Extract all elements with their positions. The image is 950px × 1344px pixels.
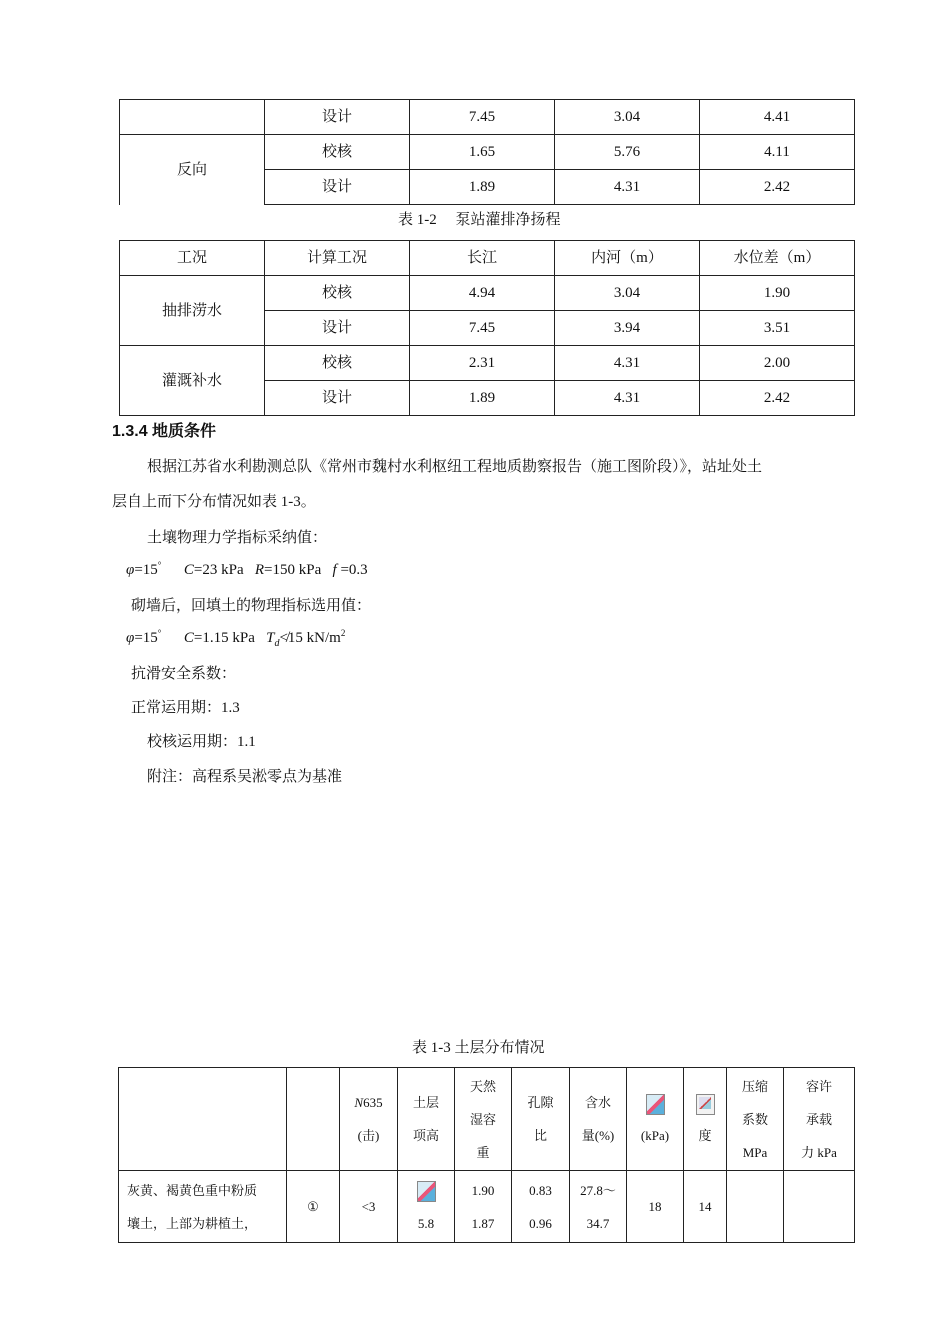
table-cell: 3.94 <box>555 311 700 346</box>
degree: ° <box>157 628 162 638</box>
table-cell <box>120 100 265 135</box>
table-cell: ① <box>287 1171 340 1243</box>
symbol: C <box>183 562 194 578</box>
header-text: 力 kPa <box>801 1144 837 1160</box>
header-text: 重 <box>476 1144 490 1160</box>
table-cell: 设计 <box>265 381 410 416</box>
column-header <box>340 1068 398 1171</box>
paragraph-line: 砌墙后，回填土的物理指标选用值： <box>131 598 372 614</box>
symbol: φ <box>126 630 135 646</box>
cell-text: 1.90 <box>471 1182 495 1198</box>
paragraph-line: 层自上而下分布情况如表 1-3。 <box>112 494 316 510</box>
table-cell: 7.45 <box>410 311 555 346</box>
table-cell <box>455 1171 512 1243</box>
value: =15 <box>134 630 158 646</box>
table-cell: 2.31 <box>410 346 555 381</box>
column-header <box>398 1068 455 1171</box>
header-text: (击) <box>357 1128 380 1143</box>
formula-line <box>126 560 368 579</box>
header-text: 比 <box>533 1128 547 1143</box>
column-header <box>684 1068 727 1171</box>
superscript: 2 <box>340 628 346 638</box>
broken-image-icon <box>696 1094 715 1115</box>
table-pump-head <box>119 240 855 416</box>
header-text: 土层 <box>412 1095 439 1110</box>
table-header-row <box>120 241 855 276</box>
table-cell: 4.11 <box>700 135 855 170</box>
header-text: 孔隙 <box>527 1095 554 1110</box>
table-cell <box>119 1171 287 1243</box>
table-cell: 14 <box>684 1171 727 1243</box>
table-row <box>120 276 855 311</box>
table-cell <box>727 1171 784 1243</box>
value: =0.3 <box>336 562 368 578</box>
cell-text: 壤土，上部为耕植土， <box>127 1215 258 1231</box>
table-soil-layers <box>118 1067 855 1243</box>
column-header: 长江 <box>410 241 555 276</box>
degree: ° <box>157 560 162 570</box>
header-text: 容许 <box>805 1078 832 1094</box>
table-cell <box>512 1171 570 1243</box>
table-cell: 设计 <box>265 311 410 346</box>
symbol: C <box>183 630 194 646</box>
table-cell: 7.45 <box>410 100 555 135</box>
column-header: 计算工况 <box>265 241 410 276</box>
table-reverse-cases <box>119 99 855 205</box>
header-text: 系数 <box>741 1111 768 1127</box>
table-cell: 3.04 <box>555 100 700 135</box>
column-header <box>570 1068 627 1171</box>
cell-text: 34.7 <box>586 1215 610 1231</box>
table-cell <box>570 1171 627 1243</box>
value: =150 kPa <box>264 562 322 578</box>
table-cell: 3.51 <box>700 311 855 346</box>
column-header <box>287 1068 340 1171</box>
header-text: 湿容 <box>469 1111 496 1127</box>
column-header <box>784 1068 855 1171</box>
cell-text: 0.96 <box>529 1215 552 1231</box>
table-cell: 设计 <box>265 100 410 135</box>
table-cell: 4.31 <box>555 170 700 205</box>
table-cell: 校核 <box>265 135 410 170</box>
paragraph-line: 校核运用期：1.1 <box>147 734 256 750</box>
paragraph-line: 根据江苏省水利勘测总队《常州市魏村水利枢纽工程地质勘察报告（施工图阶段）》，站址处土 <box>147 459 763 475</box>
header-text: 度 <box>698 1128 712 1143</box>
table-row <box>119 1171 855 1243</box>
cell-text: 27.8～ <box>580 1182 616 1198</box>
header-text: 量(%) <box>581 1128 615 1143</box>
table-cell: 校核 <box>265 276 410 311</box>
table-cell: 灌溉补水 <box>120 346 265 416</box>
column-header <box>119 1068 287 1171</box>
table-cell: 抽排涝水 <box>120 276 265 346</box>
header-text: 天然 <box>469 1078 496 1094</box>
header-text: 承载 <box>805 1111 832 1127</box>
column-header <box>727 1068 784 1171</box>
symbol: φ <box>126 562 135 578</box>
table-cell: 18 <box>627 1171 684 1243</box>
column-header <box>627 1068 684 1171</box>
table-row <box>120 100 855 135</box>
table-cell: 1.90 <box>700 276 855 311</box>
value: ≮15 kN/m <box>279 630 341 646</box>
column-header: 工况 <box>120 241 265 276</box>
cell-text: 5.8 <box>417 1215 435 1231</box>
symbol: R <box>254 562 265 578</box>
paragraph-line: 附注：高程系吴淞零点为基准 <box>147 769 343 785</box>
formula-line <box>126 628 345 649</box>
paragraph-line: 正常运用期：1.3 <box>131 700 240 716</box>
table-row <box>120 346 855 381</box>
value: =15 <box>134 562 158 578</box>
table-cell: 1.89 <box>410 170 555 205</box>
column-header: 内河（m） <box>555 241 700 276</box>
column-header: 水位差（m） <box>700 241 855 276</box>
header-text: 项高 <box>412 1128 439 1143</box>
header-symbol: N <box>354 1095 364 1110</box>
header-text: 含水 <box>584 1095 611 1110</box>
table-cell: 5.76 <box>555 135 700 170</box>
broken-image-icon <box>417 1181 436 1202</box>
table-caption: 表 1-2 泵站灌排净扬程 <box>398 212 561 228</box>
paragraph-line: 土壤物理力学指标采纳值： <box>147 530 328 546</box>
table-caption: 表 1-3 土层分布情况 <box>412 1040 545 1056</box>
value: =1.15 kPa <box>193 630 255 646</box>
paragraph-line: 抗滑安全系数： <box>131 666 237 682</box>
table-cell: 4.41 <box>700 100 855 135</box>
header-text: MPa <box>742 1144 768 1160</box>
header-text: (kPa) <box>640 1128 670 1143</box>
table-cell: 校核 <box>265 346 410 381</box>
table-cell: 4.94 <box>410 276 555 311</box>
table-cell: 4.31 <box>555 381 700 416</box>
table-cell: 3.04 <box>555 276 700 311</box>
table-cell: 4.31 <box>555 346 700 381</box>
table-row <box>120 135 855 170</box>
table-cell: <3 <box>340 1171 398 1243</box>
column-header <box>455 1068 512 1171</box>
value: =23 kPa <box>193 562 244 578</box>
column-header <box>512 1068 570 1171</box>
symbol: T <box>266 630 275 646</box>
header-text: 压缩 <box>741 1078 768 1094</box>
table-cell: 1.65 <box>410 135 555 170</box>
subscript: d <box>274 638 280 649</box>
broken-image-icon <box>646 1094 665 1115</box>
section-heading: 1.3.4 地质条件 <box>112 423 217 440</box>
cell-text: 灰黄、褐黄色重中粉质 <box>127 1182 258 1198</box>
header-text: 635 <box>363 1095 383 1110</box>
table-cell: 反向 <box>120 135 265 205</box>
table-cell <box>784 1171 855 1243</box>
cell-text: 0.83 <box>529 1182 552 1198</box>
table-cell: 2.42 <box>700 170 855 205</box>
table-cell: 2.00 <box>700 346 855 381</box>
table-cell: 2.42 <box>700 381 855 416</box>
table-header-row <box>119 1068 855 1171</box>
table-cell <box>398 1171 455 1243</box>
table-cell: 1.89 <box>410 381 555 416</box>
cell-text: 1.87 <box>471 1215 495 1231</box>
table-cell: 设计 <box>265 170 410 205</box>
symbol: f <box>332 562 337 578</box>
